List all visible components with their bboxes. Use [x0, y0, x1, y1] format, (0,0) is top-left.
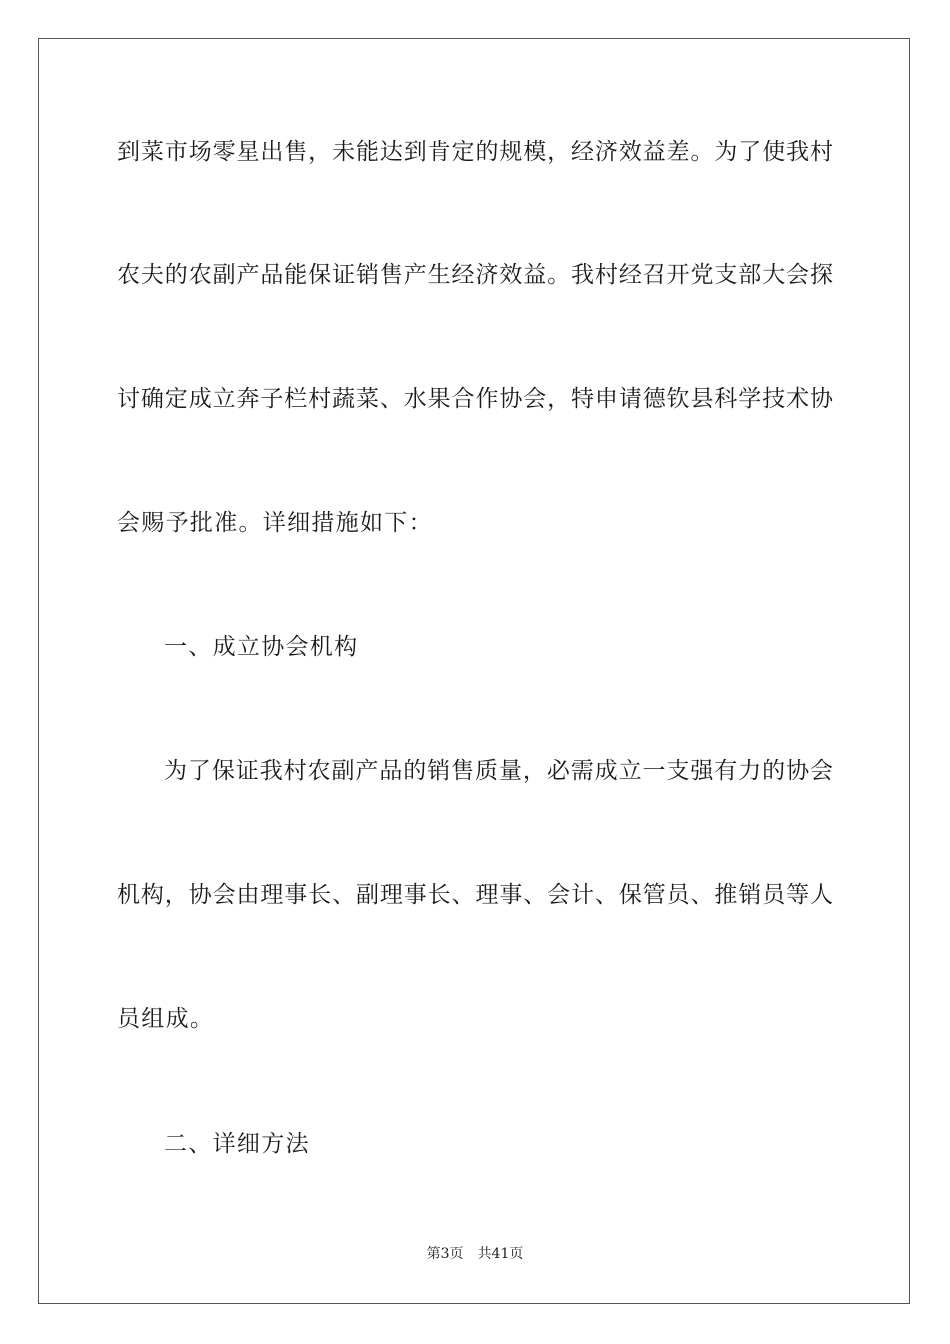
page-footer	[0, 1244, 950, 1264]
body-text-line-3: 讨确定成立奔子栏村蔬菜、水果合作协会，特申请德钦县科学技术协	[117, 386, 833, 412]
page-border	[38, 38, 910, 1304]
body-text-line-4: 会赐予批准。详细措施如下：	[117, 510, 433, 536]
body-text-line-5: 为了保证我村农副产品的销售质量，必需成立一支强有力的协会	[164, 758, 833, 784]
body-text-line-1: 到菜市场零星出售，未能达到肯定的规模，经济效益差。为了使我村	[117, 139, 833, 165]
body-text-line-2: 农夫的农副产品能保证销售产生经济效益。我村经召开党支部大会探	[117, 262, 833, 288]
body-text-line-6: 机构，协会由理事长、副理事长、理事、会计、保管员、推销员等人	[117, 882, 833, 908]
section-heading-1: 一、成立协会机构	[164, 634, 359, 660]
page-number: 第3页	[426, 1246, 464, 1262]
body-text-line-7: 员组成。	[117, 1006, 215, 1032]
section-heading-2: 二、详细方法	[164, 1131, 310, 1157]
page-total: 共41页	[477, 1246, 524, 1262]
